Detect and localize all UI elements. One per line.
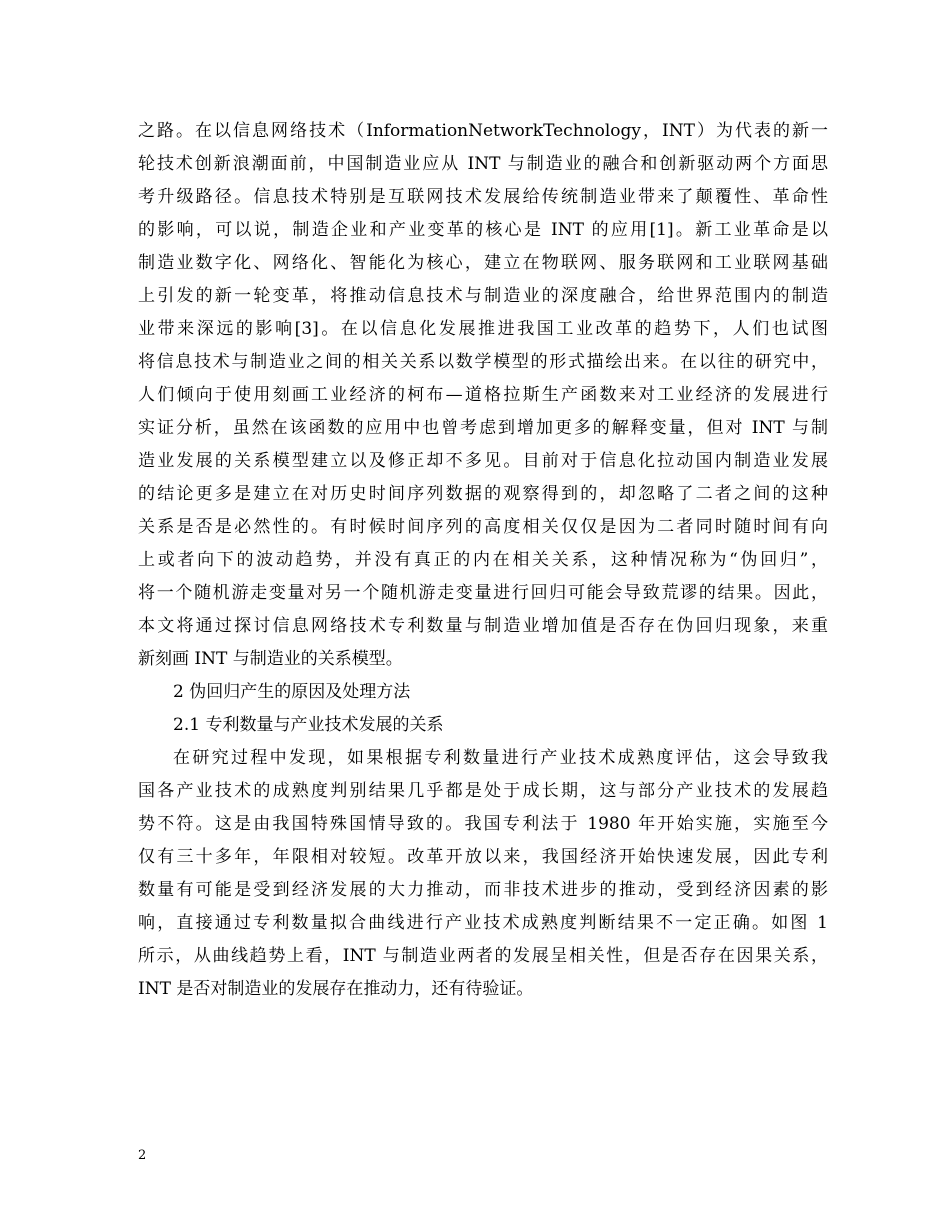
text-line: 之路。在以信息网络技术（InformationNetworkTechnology，INT）为代表的新一 <box>138 121 828 141</box>
text-line: 轮技术创新浪潮面前，中国制造业应从 INT 与制造业的融合和创新驱动两个方面思 <box>138 154 828 174</box>
text-line: 本文将通过探讨信息网络技术专利数量与制造业增加值是否存在伪回归现象，来重 <box>138 616 828 636</box>
text-line: 业带来深远的影响[3]。在以信息化发展推进我国工业改革的趋势下，人们也试图 <box>138 319 828 339</box>
text-line: INT 是否对制造业的发展存在推动力，还有待验证。 <box>138 979 534 999</box>
text-line: 的结论更多是建立在对历史时间序列数据的观察得到的，却忽略了二者之间的这种 <box>138 484 828 504</box>
text-line: 国各产业技术的成熟度判别结果几乎都是处于成长期，这与部分产业技术的发展趋 <box>138 781 828 801</box>
text-line: 的影响，可以说，制造企业和产业变革的核心是 INT 的应用[1]。新工业革命是以 <box>138 220 828 240</box>
text-line: 人们倾向于使用刻画工业经济的柯布—道格拉斯生产函数来对工业经济的发展进行 <box>138 385 828 405</box>
subsection-heading: 2.1 专利数量与产业技术发展的关系 <box>173 715 444 735</box>
text-line: 仅有三十多年，年限相对较短。改革开放以来，我国经济开始快速发展，因此专利 <box>138 847 828 867</box>
text-line: 在研究过程中发现，如果根据专利数量进行产业技术成熟度评估，这会导致我 <box>173 748 828 768</box>
page-number: 2 <box>138 1148 147 1163</box>
text-line: 造业发展的关系模型建立以及修正却不多见。目前对于信息化拉动国内制造业发展 <box>138 451 828 471</box>
text-line: 将信息技术与制造业之间的相关关系以数学模型的形式描绘出来。在以往的研究中， <box>138 352 828 372</box>
text-line: 实证分析，虽然在该函数的应用中也曾考虑到增加更多的解释变量，但对 INT 与制 <box>138 418 828 438</box>
text-line: 考升级路径。信息技术特别是互联网技术发展给传统制造业带来了颠覆性、革命性 <box>138 187 828 207</box>
text-line: 将一个随机游走变量对另一个随机游走变量进行回归可能会导致荒谬的结果。因此， <box>138 583 828 603</box>
text-line: 响，直接通过专利数量拟合曲线进行产业技术成熟度判断结果不一定正确。如图 1 <box>138 913 828 933</box>
text-line: 上引发的新一轮变革，将推动信息技术与制造业的深度融合，给世界范围内的制造 <box>138 286 828 306</box>
text-line: 制造业数字化、网络化、智能化为核心，建立在物联网、服务联网和工业联网基础 <box>138 253 828 273</box>
text-line: 新刻画 INT 与制造业的关系模型。 <box>138 649 403 669</box>
text-line: 所示，从曲线趋势上看，INT 与制造业两者的发展呈相关性，但是否存在因果关系， <box>138 946 828 966</box>
text-line: 数量有可能是受到经济发展的大力推动，而非技术进步的推动，受到经济因素的影 <box>138 880 828 900</box>
text-line: 上或者向下的波动趋势，并没有真正的内在相关关系，这种情况称为“伪回归”， <box>138 550 828 570</box>
paragraph-1 <box>138 115 828 676</box>
body-text <box>138 115 828 1006</box>
section-heading: 2 伪回归产生的原因及处理方法 <box>173 682 411 702</box>
text-line: 势不符。这是由我国特殊国情导致的。我国专利法于 1980 年开始实施，实施至今 <box>138 814 828 834</box>
text-line: 关系是否是必然性的。有时候时间序列的高度相关仅仅是因为二者同时随时间有向 <box>138 517 828 537</box>
paragraph-2 <box>138 742 828 1006</box>
